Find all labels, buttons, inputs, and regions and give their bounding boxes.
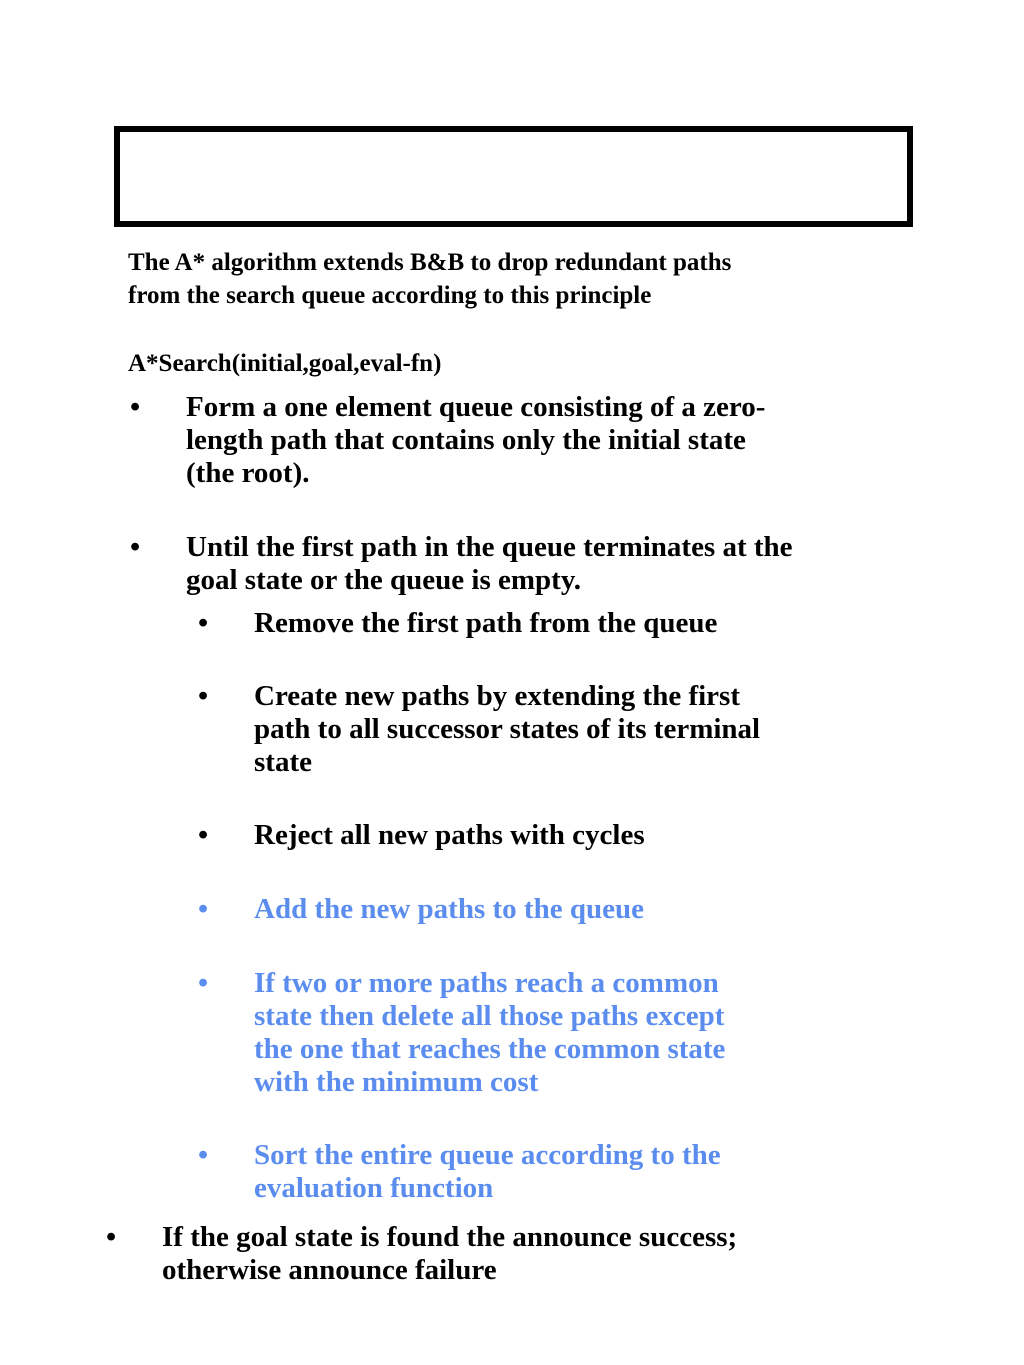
item-line: with the minimum cost <box>254 1066 539 1098</box>
item-line: Form a one element queue consisting of a zero- <box>186 391 766 423</box>
item-line: If the goal state is found the announce success; <box>162 1221 738 1253</box>
bullet-icon: • <box>198 1139 209 1171</box>
item-line: Sort the entire queue according to the <box>254 1139 721 1171</box>
algorithm-signature: A*Search(initial,goal,eval-fn) <box>128 350 442 377</box>
item-line: evaluation function <box>254 1172 494 1204</box>
bullet-icon: • <box>198 819 209 851</box>
bullet-icon: • <box>198 680 209 712</box>
item-line: If two or more paths reach a common <box>254 967 719 999</box>
item-line: Reject all new paths with cycles <box>254 819 645 851</box>
item-line: length path that contains only the initial state <box>186 424 746 456</box>
bullet-icon: • <box>130 531 141 563</box>
item-line: state then delete all those paths except <box>254 1000 725 1032</box>
item-line: Add the new paths to the queue <box>254 893 644 925</box>
item-line: Create new paths by extending the first <box>254 680 740 712</box>
bullet-icon: • <box>130 391 141 423</box>
item-line: Remove the first path from the queue <box>254 607 718 639</box>
item-line: state <box>254 746 312 778</box>
title-box <box>114 126 913 227</box>
bullet-icon: • <box>198 607 209 639</box>
item-line: Until the first path in the queue terminates at the <box>186 531 793 563</box>
item-line: the one that reaches the common state <box>254 1033 726 1065</box>
item-line: path to all successor states of its terminal <box>254 713 761 745</box>
intro-paragraph <box>128 246 731 312</box>
bullet-icon: • <box>198 967 209 999</box>
intro-line: from the search queue according to this principle <box>128 282 652 309</box>
item-line: (the root). <box>186 457 310 489</box>
bullet-icon: • <box>198 893 209 925</box>
bullet-icon: • <box>106 1221 117 1253</box>
intro-line: The A* algorithm extends B&B to drop redundant paths <box>128 249 732 276</box>
item-line: goal state or the queue is empty. <box>186 564 581 596</box>
item-line: otherwise announce failure <box>162 1254 497 1286</box>
